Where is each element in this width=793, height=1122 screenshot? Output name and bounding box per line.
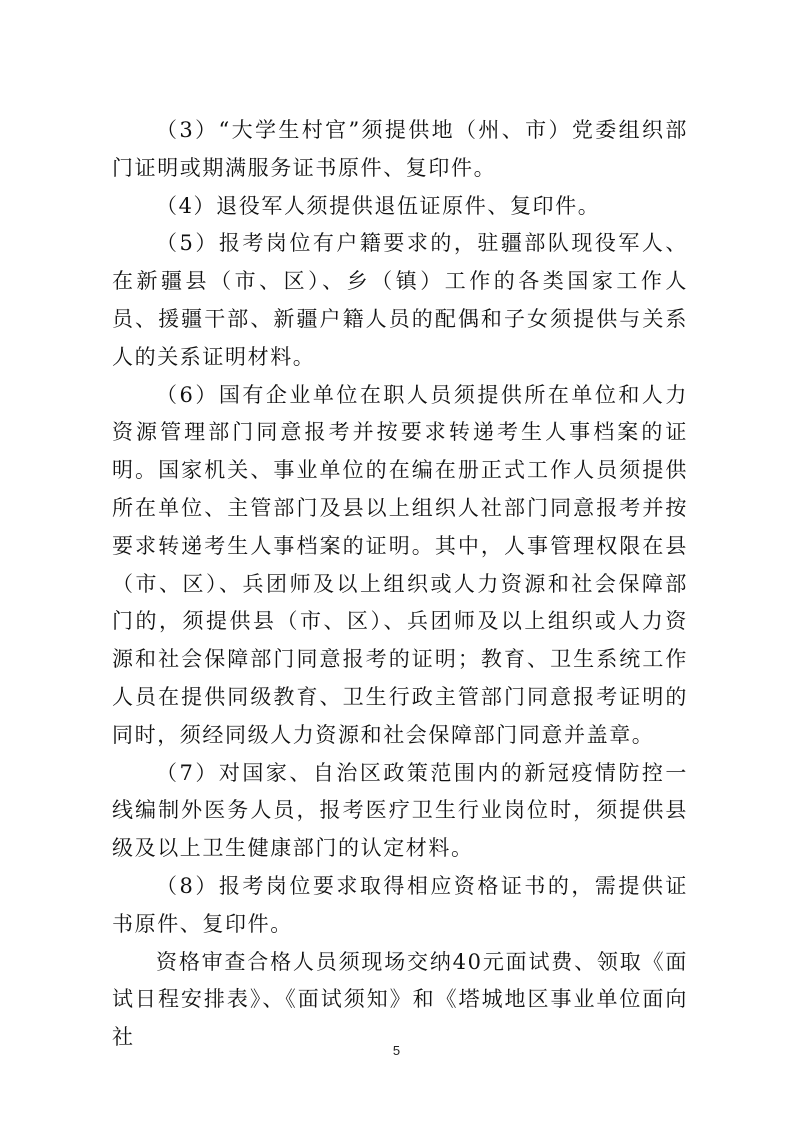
paragraph-item-6: （6）国有企业单位在职人员须提供所在单位和人力资源管理部门同意报考并按要求转递考生人事档案的证明。国家机关、事业单位的在编在册正式工作人员须提供所在单位、主管部门及县以上组织人社部门同意报考并按要求转递考生人事档案的证明。其中，人事管理权限在县（市、区）、兵团师及以上组织或人力资源和社会保障部门的，须提供县（市、区）、兵团师及以上组织或人力资源和社会保障部门同意报考的证明；教育、卫生系统工作人员在提供同级教育、卫生行政主管部门同意报考证明的同时，须经同级人力资源和社会保障部门同意并盖章。 xyxy=(112,382,688,747)
paragraph-item-4: （4）退役军人须提供退伍证原件、复印件。 xyxy=(156,193,601,218)
paragraph-item-5: （5）报考岗位有户籍要求的，驻疆部队现役军人、在新疆县（市、区）、乡（镇）工作的各类国家工作人员、援疆干部、新疆户籍人员的配偶和子女须提供与关系人的关系证明材料。 xyxy=(112,231,688,369)
page-number: 5 xyxy=(392,1043,401,1058)
body-text xyxy=(112,112,688,1057)
paragraph-review-fee: 资格审查合格人员须现场交纳40元面试费、领取《面试日程安排表》、《面试须知》和《塔城地区事业单位面向社 xyxy=(112,949,688,1050)
paragraph-item-8: （8）报考岗位要求取得相应资格证书的，需提供证书原件、复印件。 xyxy=(112,873,688,936)
paragraph-item-7: （7）对国家、自治区政策范围内的新冠疫情防控一线编制外医务人员，报考医疗卫生行业岗位时，须提供县级及以上卫生健康部门的认定材料。 xyxy=(112,760,688,861)
paragraph-item-3: （3）“大学生村官”须提供地（州、市）党委组织部门证明或期满服务证书原件、复印件。 xyxy=(112,118,688,180)
